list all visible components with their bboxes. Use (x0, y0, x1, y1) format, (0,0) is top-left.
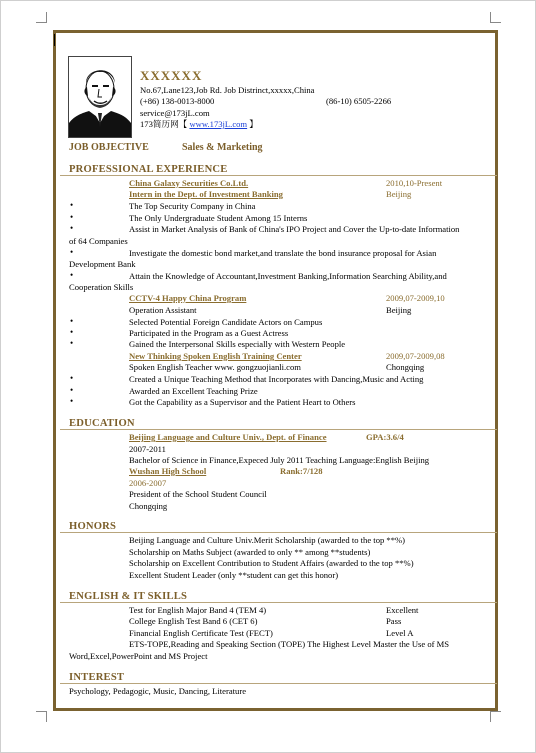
edu-score: Rank:7/128 (280, 466, 323, 476)
exp-bullet: Investigate the domestic bond market,and translate the bond insurance proposal for Asian (129, 248, 437, 258)
objective-label: JOB OBJECTIVE (69, 142, 149, 153)
edu-detail: Bachelor of Science in Finance,Expeced July 2011 Teaching Language:English Beijing (129, 455, 430, 465)
mobile-phone: (+86) 138-0013-8000 (140, 96, 215, 106)
edu-period: 2007-2011 (129, 444, 166, 454)
bullet-icon: • (70, 200, 74, 210)
section-title-professional: PROFESSIONAL EXPERIENCE (69, 164, 228, 175)
bullet-icon: • (70, 270, 74, 280)
bullet-icon: • (70, 373, 74, 383)
skill-level: Level A (386, 628, 414, 638)
exp-bullet: Awarded an Excellent Teaching Prize (129, 386, 258, 396)
exp-location: Chongqing (386, 362, 425, 372)
honor-item: Scholarship on Maths Subject (awarded to only ** among **students) (129, 547, 371, 557)
objective-value: Sales & Marketing (182, 142, 263, 153)
section-title-honors: HONORS (69, 521, 117, 532)
bullet-icon: • (70, 385, 74, 395)
crop-mark-top-left (36, 12, 47, 23)
exp-role: Intern in the Dept. of Investment Banking (129, 189, 283, 199)
section-rule (60, 683, 497, 684)
honor-item: Scholarship on Excellent Contribution to Student Affairs (awarded to the top **%) (129, 558, 414, 568)
website-suffix: 】 (249, 119, 258, 129)
exp-role: Spoken English Teacher www. gongzuojianli.com (129, 362, 301, 372)
skill-extra: ETS-TOPE,Reading and Speaking Section (TOPE) The Highest Level Master the Use of MS (129, 639, 450, 649)
crop-mark-bottom-right (490, 711, 501, 722)
exp-bullet: The Only Undergraduate Student Among 15 Interns (129, 213, 308, 223)
bullet-icon: • (70, 223, 74, 233)
interest-text: Psychology, Pedagogic, Music, Dancing, Literature (69, 686, 247, 696)
exp-bullet: Selected Potential Foreign Candidate Actors on Campus (129, 317, 323, 327)
section-title-interest: INTEREST (69, 672, 125, 683)
section-rule (60, 532, 497, 533)
section-rule (60, 175, 497, 176)
skill-name: College English Test Band 6 (CET 6) (129, 616, 258, 626)
exp-bullet-wrap: of 64 Companies (69, 236, 128, 246)
edu-detail: President of the School Student Council (129, 489, 267, 499)
exp-period: 2009,07-2009,08 (386, 351, 445, 361)
edu-score: GPA:3.6/4 (366, 432, 404, 442)
crop-mark-top-right (490, 12, 501, 23)
exp-period: 2010,10-Present (386, 178, 443, 188)
exp-location: Beijing (386, 189, 412, 199)
bullet-icon: • (70, 327, 74, 337)
section-title-skills: ENGLISH & IT SKILLS (69, 591, 188, 602)
portrait-image (69, 57, 131, 137)
website-link[interactable]: www.173jL.com (189, 119, 248, 129)
exp-company: New Thinking Spoken English Training Center (129, 351, 302, 361)
exp-bullet: Assist in Market Analysis of Bank of China's IPO Project and Cover the Up-to-date Information (129, 224, 460, 234)
exp-bullet: The Top Security Company in China (129, 201, 256, 211)
exp-bullet-wrap: Development Bank (69, 259, 136, 269)
skill-name: Financial English Certificate Test (FECT) (129, 628, 273, 638)
exp-location: Beijing (386, 305, 412, 315)
section-title-education: EDUCATION (69, 418, 135, 429)
skill-name: Test for English Major Band 4 (TEM 4) (129, 605, 267, 615)
skill-level: Pass (386, 616, 402, 626)
exp-bullet: Gained the Interpersonal Skills especially with Western People (129, 339, 346, 349)
section-rule (60, 602, 497, 603)
website-line (140, 119, 258, 129)
edu-school: Wushan High School (129, 466, 207, 476)
section-rule (60, 429, 497, 430)
bullet-icon: • (70, 247, 74, 257)
office-phone: (86-10) 6505-2266 (326, 96, 392, 106)
edu-location: Chongqing (129, 501, 168, 511)
bullet-icon: • (70, 212, 74, 222)
text-cursor (54, 34, 55, 46)
website-prefix: 173简历网【 (140, 119, 188, 129)
exp-bullet-wrap: Cooperation Skills (69, 282, 134, 292)
exp-period: 2009,07-2009,10 (386, 293, 445, 303)
bullet-icon: • (70, 338, 74, 348)
email-address: service@173jL.com (140, 108, 210, 118)
honor-item: Excellent Student Leader (only **student can get this honor) (129, 570, 339, 580)
exp-bullet: Got the Capability as a Supervisor and the Patient Heart to Others (129, 397, 356, 407)
exp-bullet: Created a Unique Teaching Method that Incorporates with Dancing,Music and Acting (129, 374, 424, 384)
exp-company: CCTV-4 Happy China Program (129, 293, 247, 303)
profile-photo (68, 56, 132, 138)
honor-item: Beijing Language and Culture Univ.Merit Scholarship (awarded to the top **%) (129, 535, 406, 545)
candidate-name: XXXXXX (140, 68, 203, 83)
bullet-icon: • (70, 316, 74, 326)
exp-company: China Galaxy Securities Co.Ltd. (129, 178, 249, 188)
exp-bullet: Participated in the Program as a Guest Actress (129, 328, 289, 338)
edu-period: 2006-2007 (129, 478, 167, 488)
address-line: No.67,Lane123,Job Rd. Job Distrinct,xxxxx,China (140, 85, 315, 95)
crop-mark-bottom-left (36, 711, 47, 722)
exp-role: Operation Assistant (129, 305, 197, 315)
skill-level: Excellent (386, 605, 419, 615)
exp-bullet: Attain the Knowledge of Accountant,Investment Banking,Information Searching Ability,and (129, 271, 447, 281)
skill-extra-wrap: Word,Excel,PowerPoint and MS Project (69, 651, 208, 661)
bullet-icon: • (70, 396, 74, 406)
edu-school: Beijing Language and Culture Univ., Dept. of Finance (129, 432, 327, 442)
